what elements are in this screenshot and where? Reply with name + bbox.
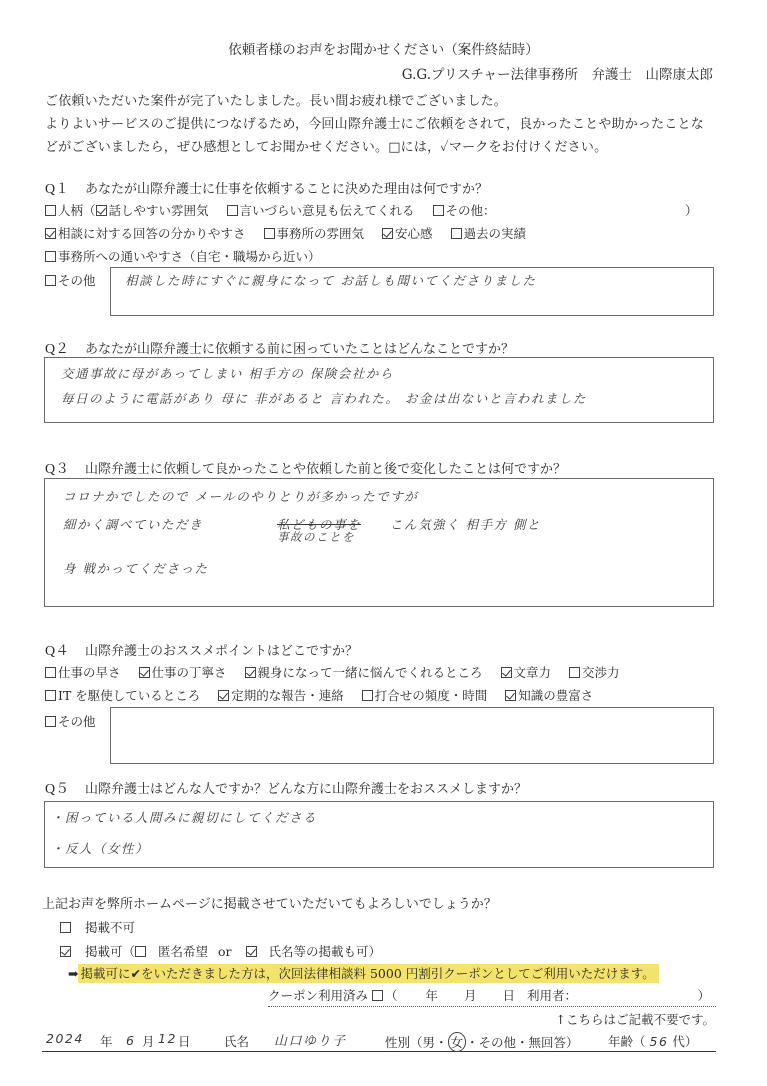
q2-heading bbox=[45, 338, 514, 358]
form-title: 依頼者様のお声をお聞かせください（案件終結時） bbox=[228, 42, 539, 58]
q4-text: 山際弁護士のおススメポイントはどこですか？ bbox=[85, 644, 359, 659]
q2-text: あなたが山際弁護士に依頼する前に困っていたことはどんなことですか？ bbox=[85, 342, 515, 357]
q1-checkbox-personality[interactable] bbox=[45, 205, 56, 216]
coupon-year-label: 年 bbox=[425, 988, 439, 1003]
q1-other-label: その他 bbox=[58, 273, 96, 288]
q1-heading bbox=[45, 178, 488, 198]
publish-name-ok-label: 氏名等の掲載も可） bbox=[268, 944, 382, 959]
q4-label-meeting-frequency: 打合せの頻度・時間 bbox=[374, 688, 488, 703]
q1-checkbox-other[interactable] bbox=[45, 275, 56, 286]
q4-checkbox-other[interactable] bbox=[45, 716, 56, 727]
q1-row1-close-paren: ） bbox=[685, 203, 698, 218]
q1-checkbox-other-personality[interactable] bbox=[433, 205, 444, 216]
q4-label-knowledge: 知識の豊富さ bbox=[518, 688, 594, 703]
q4-label-speed: 仕事の早さ bbox=[58, 665, 121, 680]
q3-answer-line-1: コロナかでしたので メールのやりとりが多かったですが bbox=[63, 489, 419, 504]
date-day-label: 日 bbox=[178, 1034, 191, 1049]
q1-checkbox-accessibility[interactable] bbox=[45, 251, 56, 262]
q1-options-row2 bbox=[45, 224, 526, 242]
q5-heading bbox=[45, 778, 527, 798]
check-icon: ✔ bbox=[130, 966, 141, 981]
name-value[interactable]: 山口ゆり子 bbox=[274, 1034, 347, 1049]
q5-text: 山際弁護士はどんな人ですか？どんな方に山際弁護士をおススメしますか？ bbox=[85, 782, 528, 797]
q3-answer-inserted-text: 事故のことを bbox=[277, 530, 355, 544]
gender-selected-female[interactable]: 女 bbox=[448, 1032, 467, 1052]
coupon-close-paren: ） bbox=[697, 988, 710, 1003]
name-label: 氏名 bbox=[224, 1034, 250, 1049]
q1-checkbox-office-atmosphere[interactable] bbox=[264, 228, 275, 239]
age-row bbox=[608, 1032, 697, 1050]
q4-heading bbox=[45, 640, 358, 660]
firm-line: G.G.プリスチャー法律事務所 弁護士 山際康太郎 bbox=[401, 67, 713, 83]
q1-checkbox-clear-answers[interactable] bbox=[45, 228, 56, 239]
coupon-user-label: 利用者： bbox=[527, 988, 578, 1003]
age-label: 年齢（ bbox=[608, 1034, 646, 1049]
coupon-day-label: 日 bbox=[502, 988, 516, 1003]
q1-label-reassurance: 安心感 bbox=[395, 226, 433, 241]
publish-anonymous-label: 匿名希望 bbox=[158, 944, 209, 959]
q1-options-row1 bbox=[45, 201, 496, 219]
q4-label-writing: 文章力 bbox=[513, 665, 552, 680]
q4-checkbox-thoroughness[interactable] bbox=[139, 667, 150, 678]
q4-checkbox-empathy[interactable] bbox=[245, 667, 256, 678]
q4-checkbox-it[interactable] bbox=[45, 690, 56, 701]
q4-label-it: IT を駆使しているところ bbox=[58, 688, 201, 703]
publish-no-checkbox[interactable] bbox=[60, 922, 71, 933]
coupon-used-checkbox[interactable] bbox=[372, 990, 383, 1001]
publish-no-label: 掲載不可 bbox=[85, 920, 136, 935]
q1-other-row bbox=[45, 271, 96, 289]
q4-options-row2 bbox=[45, 686, 593, 704]
arrow-right-icon: ➡ bbox=[68, 966, 79, 981]
q3-answer-struck-text: 私どもの事を bbox=[277, 517, 362, 532]
q1-label-clear-answers: 相談に対する回答の分かりやすさ bbox=[58, 226, 246, 241]
age-value[interactable]: 56 bbox=[649, 1034, 669, 1049]
q1-label-accessibility: 事務所への通いやすさ（自宅・職場から近い） bbox=[58, 249, 321, 264]
q3-answer-line-3: 身 戦かってくださった bbox=[63, 561, 209, 576]
q4-label-thoroughness: 仕事の丁寧さ bbox=[151, 665, 227, 680]
q3-answer-line-2b: こん気強く 相手方 側と bbox=[390, 517, 541, 532]
q3-answer-line-2a: 細かく調べていただき bbox=[63, 517, 204, 532]
q1-number: Q１ bbox=[45, 182, 70, 197]
q3-number: Q３ bbox=[45, 462, 70, 477]
intro-line-2: よりよいサービスのご提供につなげるため，今回山際弁護士にご依頼をされて，良かったことや助かったことな bbox=[45, 117, 704, 132]
q1-label-other-personality: その他： bbox=[445, 203, 496, 218]
q4-label-regular-reports: 定期的な報告・連絡 bbox=[231, 688, 344, 703]
gender-row bbox=[385, 1032, 579, 1052]
q4-checkbox-meeting-frequency[interactable] bbox=[362, 690, 373, 701]
coupon-notice-highlight bbox=[78, 964, 658, 983]
coupon-used-label: クーポン利用済み bbox=[268, 988, 369, 1003]
q3-text: 山際弁護士に依頼して良かったことや依頼した前と後で変化したことは何ですか？ bbox=[85, 462, 567, 477]
coupon-month-label: 月 bbox=[464, 988, 477, 1003]
coupon-used-row bbox=[268, 986, 716, 1007]
publish-yes-label: 掲載可（ bbox=[85, 944, 136, 959]
intro-line-3: どがございましたら，ぜひ感想としてお聞かせください。□には，✓マークをお付けください。 bbox=[45, 140, 608, 155]
q1-checkbox-track-record[interactable] bbox=[451, 228, 462, 239]
q1-checkbox-frank-opinion[interactable] bbox=[227, 205, 238, 216]
coupon-notice bbox=[68, 964, 659, 982]
q4-options-row1 bbox=[45, 663, 620, 681]
q1-label-personality: 人柄（ bbox=[58, 203, 96, 218]
q4-other-row bbox=[45, 712, 96, 730]
coupon-note: ↑こちらはご記載不要です。 bbox=[555, 1012, 715, 1027]
q1-label-track-record: 過去の実績 bbox=[463, 226, 527, 241]
q1-other-answer-box[interactable] bbox=[110, 267, 714, 316]
q1-options-row3 bbox=[45, 247, 321, 265]
coupon-open-paren: （ bbox=[385, 988, 398, 1003]
q1-label-easy-to-talk: 話しやすい雰囲気 bbox=[108, 203, 209, 218]
q5-answer-line-2: ・反人（女性） bbox=[51, 841, 150, 856]
date-day-value[interactable]: 12 bbox=[158, 1031, 177, 1046]
date-month-label: 月 bbox=[142, 1034, 155, 1049]
q2-answer-line-2: 毎日のように電話があり 母に 非があると 言われた。 お金は出ないと言われました bbox=[61, 391, 587, 406]
q4-number: Q４ bbox=[45, 644, 70, 659]
q5-answer-box[interactable] bbox=[44, 801, 714, 868]
publish-question: 上記お声を弊所ホームページに掲載させていただいてもよろしいでしょうか？ bbox=[42, 897, 497, 912]
publish-anonymous-checkbox[interactable] bbox=[135, 946, 146, 957]
q4-label-empathy: 親身になって一緒に悩んでくれるところ bbox=[257, 665, 483, 680]
q1-checkbox-easy-to-talk[interactable] bbox=[96, 205, 107, 216]
publish-name-ok-checkbox[interactable] bbox=[246, 946, 257, 957]
q4-label-negotiation: 交渉力 bbox=[582, 665, 620, 680]
q4-checkbox-knowledge[interactable] bbox=[505, 690, 516, 701]
q3-answer-box[interactable] bbox=[44, 478, 714, 607]
publish-yes-row bbox=[60, 942, 381, 960]
q5-answer-line-1: ・困っている人間みに親切にしてくださる bbox=[51, 810, 318, 825]
q4-checkbox-writing[interactable] bbox=[501, 667, 512, 678]
date-month-value[interactable]: 6 bbox=[126, 1033, 136, 1048]
q4-checkbox-regular-reports[interactable] bbox=[218, 690, 229, 701]
q2-answer-line-1: 交通事故に母があってしまい 相手方の 保険会社から bbox=[61, 366, 394, 381]
q1-label-frank-opinion: 言いづらい意見も伝えてくれる bbox=[239, 203, 415, 218]
q4-other-label: その他 bbox=[58, 714, 96, 729]
coupon-text-a: 掲載可に bbox=[80, 966, 131, 981]
respondent-info-row bbox=[42, 1030, 716, 1052]
gender-other-options: ・その他・無回答） bbox=[466, 1035, 579, 1050]
q4-checkbox-speed[interactable] bbox=[45, 667, 56, 678]
publish-yes-checkbox[interactable] bbox=[60, 946, 71, 957]
q1-label-office-atmosphere: 事務所の雰囲気 bbox=[276, 226, 365, 241]
q4-checkbox-negotiation[interactable] bbox=[569, 667, 580, 678]
date-year-label: 年 bbox=[100, 1034, 113, 1049]
publish-no-row bbox=[60, 918, 135, 936]
intro-line-1: ご依頼いただいた案件が完了いたしました。長い間お疲れ様でございました。 bbox=[45, 94, 508, 109]
coupon-text-b: をいただきました方は，次回法律相談料 5000 円割引クーポンとしてご利用いただけます。 bbox=[140, 966, 655, 981]
q5-number: Q５ bbox=[45, 782, 70, 797]
publish-or-text: or bbox=[218, 944, 232, 959]
q2-number: Q２ bbox=[45, 342, 70, 357]
q1-text: あなたが山際弁護士に仕事を依頼することに決めた理由は何ですか？ bbox=[85, 182, 489, 197]
q1-checkbox-reassurance[interactable] bbox=[382, 228, 393, 239]
gender-label: 性別（男・ bbox=[385, 1035, 448, 1050]
age-suffix: 代） bbox=[672, 1034, 698, 1049]
date-year-value[interactable]: 2024 bbox=[46, 1031, 84, 1046]
q1-other-answer: 相談した時にすぐに親身になって お話しも聞いてくださりました bbox=[125, 273, 537, 288]
q4-other-answer-box[interactable] bbox=[110, 707, 714, 764]
q2-answer-box[interactable] bbox=[44, 357, 714, 423]
q3-heading bbox=[45, 458, 566, 478]
